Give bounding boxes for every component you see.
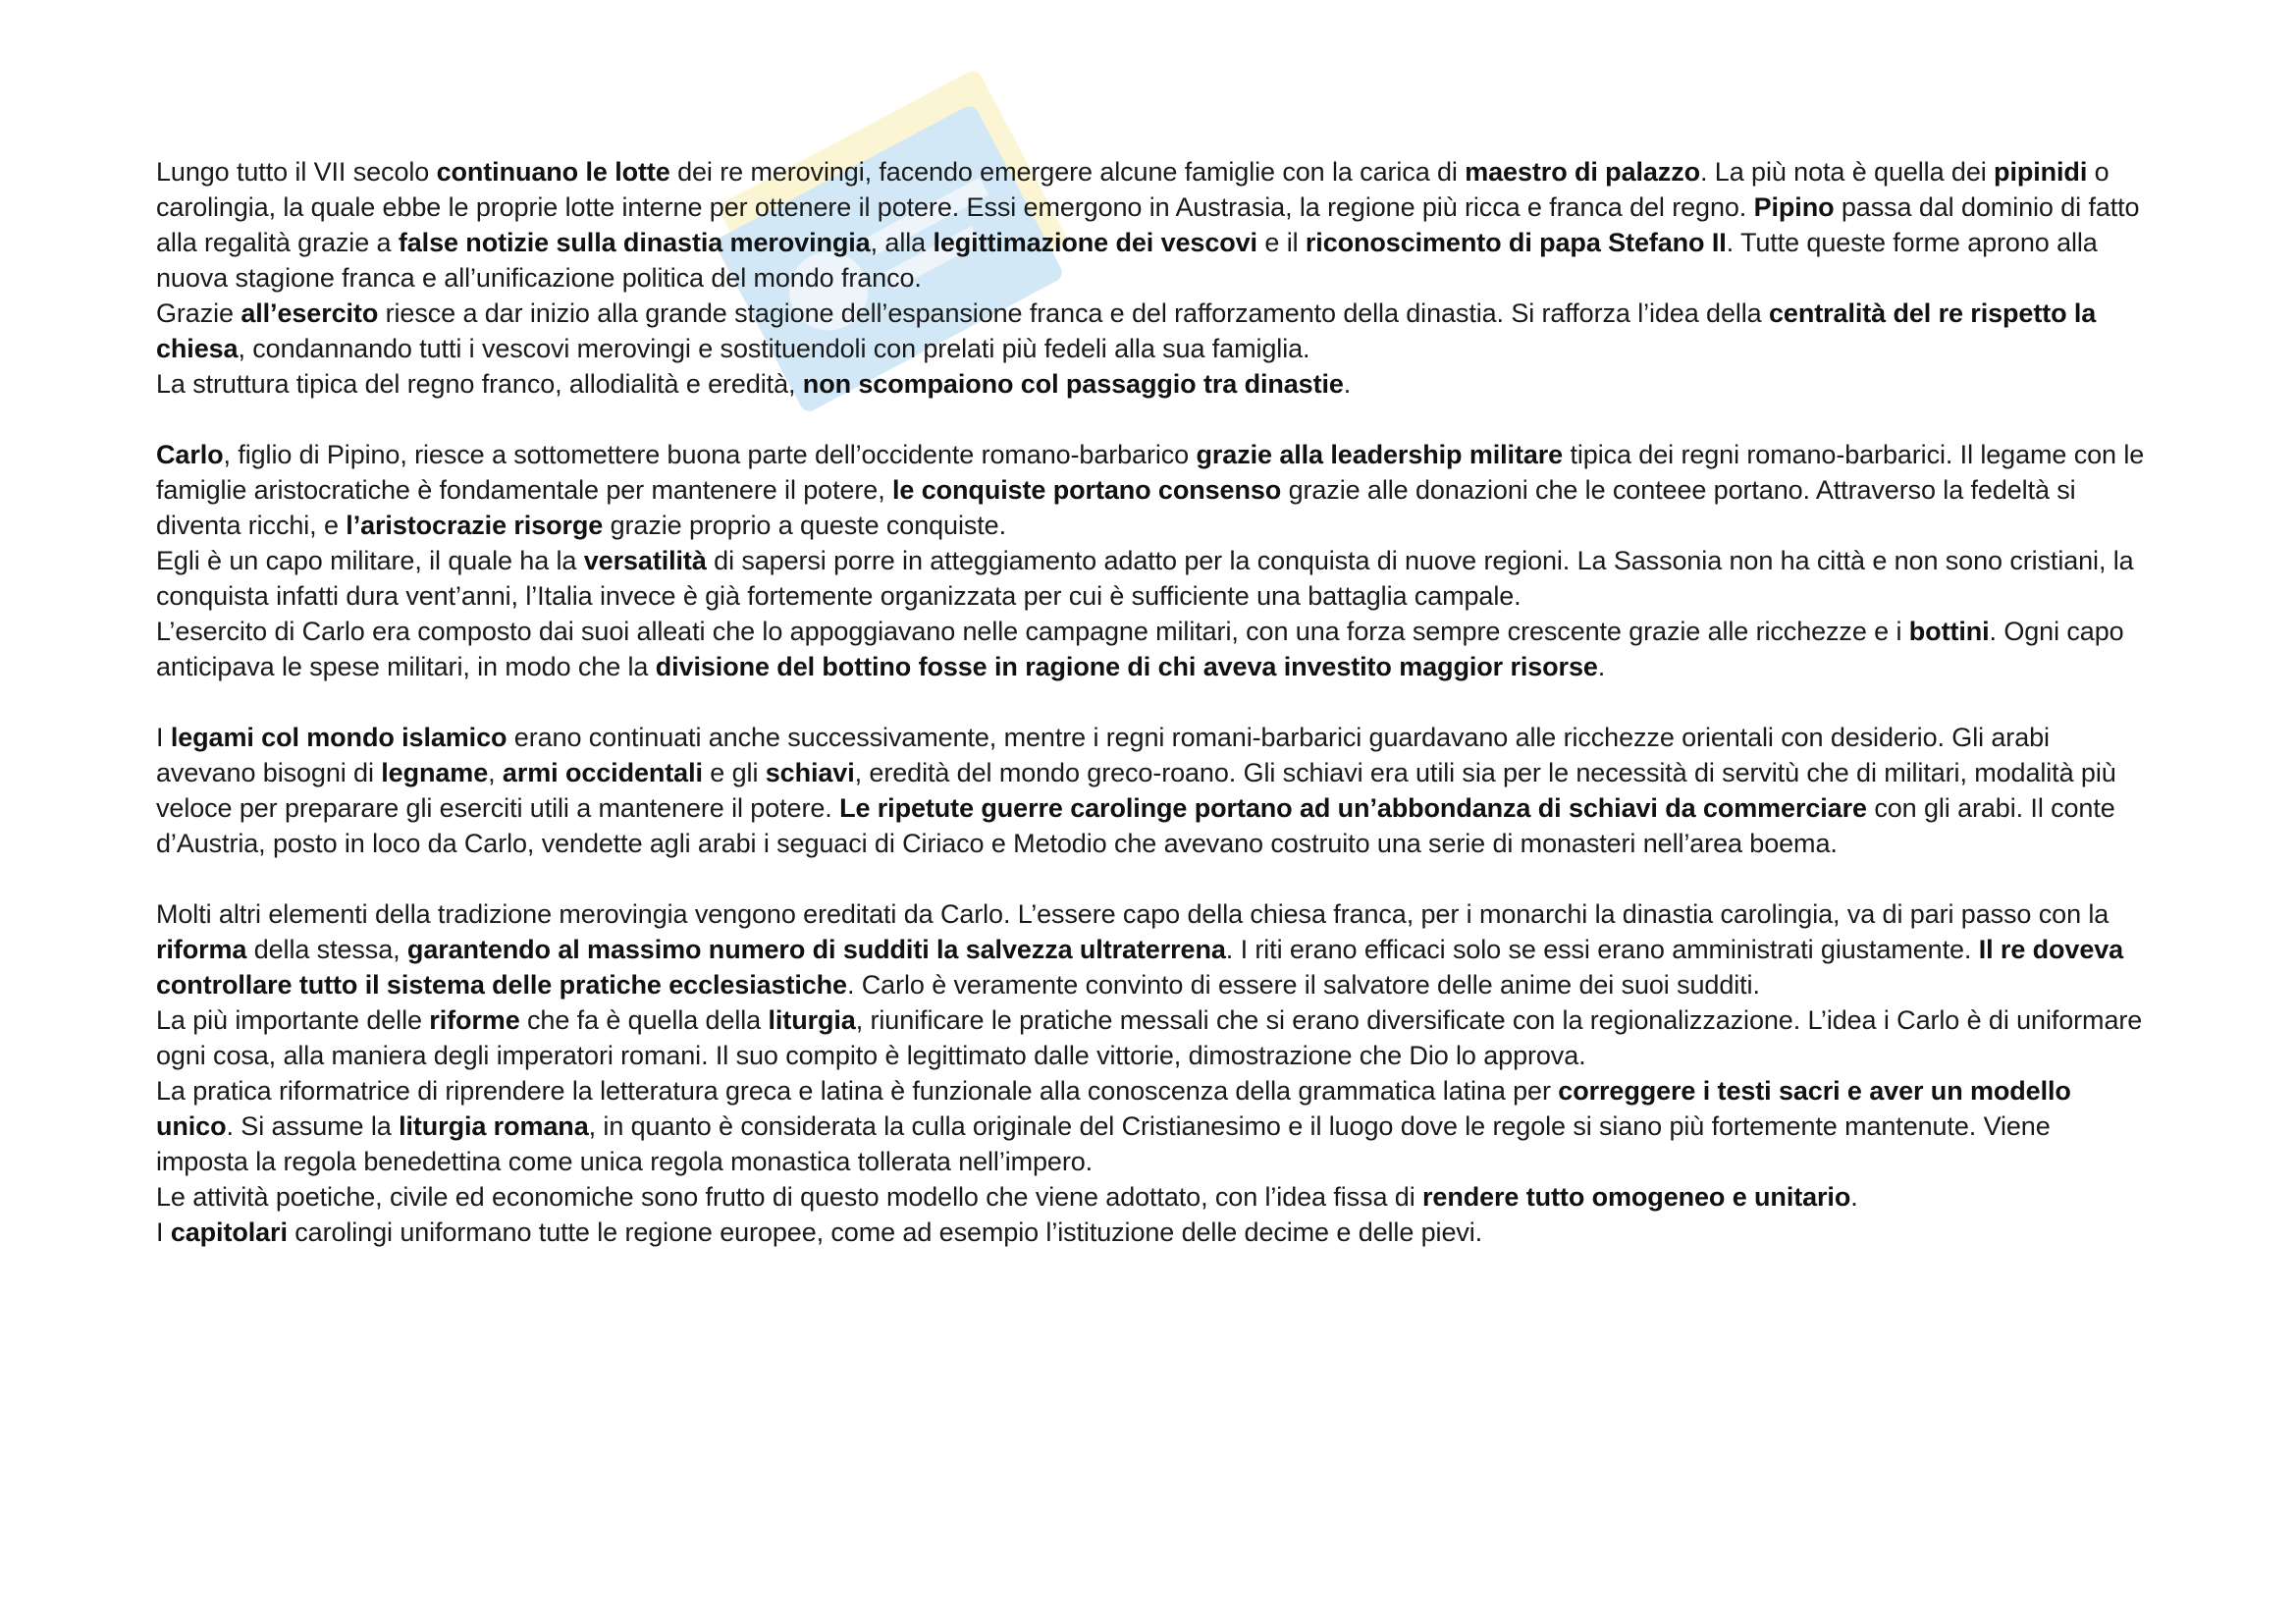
text-segment: Grazie	[156, 298, 241, 328]
text-segment: che fa è quella della	[519, 1005, 769, 1035]
text-line	[156, 1073, 2149, 1179]
text-line	[156, 366, 2149, 402]
bold-phrase: schiavi	[765, 758, 855, 787]
bold-phrase: l’aristocrazie risorge	[346, 511, 604, 540]
text-segment: o carolingia, la quale ebbe le proprie lotte interne per ottenere il potere. Essi emergono in Austrasia, la regione più ricca e franca del regno.	[156, 157, 2109, 222]
bold-phrase: pipinidi	[1994, 157, 2088, 187]
text-segment: Molti altri elementi della tradizione merovingia vengono ereditati da Carlo. L’essere capo della chiesa franca, per i monarchi la dinastia carolingia, va di pari passo con la	[156, 899, 2109, 929]
bold-phrase: all’esercito	[240, 298, 379, 328]
text-segment: I	[156, 1217, 171, 1247]
text-line	[156, 614, 2149, 684]
text-segment: .	[1850, 1182, 1858, 1212]
text-segment: Lungo tutto il VII secolo	[156, 157, 437, 187]
bold-phrase: continuano le lotte	[436, 157, 670, 187]
text-segment: I	[156, 723, 171, 752]
text-line	[156, 720, 2149, 861]
text-segment: . Tutte queste forme aprono alla nuova stagione franca e all’unificazione politica del mondo franco.	[156, 228, 2098, 293]
bold-phrase: armi occidentali	[502, 758, 703, 787]
text-segment: grazie proprio a queste conquiste.	[603, 511, 1006, 540]
text-segment: della stessa,	[246, 935, 407, 964]
text-segment: grazie alle donazioni che le conteee portano. Attraverso la fedeltà si diventa ricchi, e	[156, 475, 2076, 540]
text-segment: L’esercito di Carlo era composto dai suoi alleati che lo appoggiavano nelle campagne militari, con una forza sempre crescente grazie alle ricchezze e i	[156, 617, 1909, 646]
bold-phrase: Carlo	[156, 440, 224, 469]
text-segment: Le attività poetiche, civile ed economiche sono frutto di questo modello che viene adottato, con l’idea fissa di	[156, 1182, 1422, 1212]
bold-phrase: maestro di palazzo	[1465, 157, 1700, 187]
text-segment: . Si assume la	[226, 1111, 400, 1141]
text-segment: e il	[1256, 228, 1306, 257]
bold-phrase: liturgia romana	[399, 1111, 589, 1141]
text-segment: . Ogni capo anticipava le spese militari, in modo che la	[156, 617, 2124, 681]
text-segment: . Carlo è veramente convinto di essere il salvatore delle anime dei suoi sudditi.	[846, 970, 1760, 1000]
text-segment: di sapersi porre in atteggiamento adatto per la conquista di nuove regioni. La Sassonia non ha città e non sono cristiani, la conquista infatti dura vent’anni, l’Italia invece è già fortemente organizzata per cui è sufficiente una battaglia campale.	[156, 546, 2134, 611]
text-line	[156, 896, 2149, 1002]
text-segment: dei re merovingi, facendo emergere alcune famiglie con la carica di	[669, 157, 1466, 187]
text-line	[156, 296, 2149, 366]
bold-phrase: legami col mondo islamico	[170, 723, 507, 752]
paragraph	[156, 437, 2149, 684]
bold-phrase: Le ripetute guerre carolinge portano ad un’abbondanza di schiavi da commerciare	[839, 793, 1867, 823]
bold-phrase: non scompaiono col passaggio tra dinastie	[802, 369, 1344, 399]
text-segment: La più importante delle	[156, 1005, 430, 1035]
document-body	[156, 154, 2149, 1285]
text-segment: La struttura tipica del regno franco, allodialità e eredità,	[156, 369, 803, 399]
bold-phrase: capitolari	[170, 1217, 288, 1247]
text-line	[156, 437, 2149, 543]
bold-phrase: legittimazione dei vescovi	[933, 228, 1257, 257]
text-line	[156, 1179, 2149, 1215]
text-line	[156, 1215, 2149, 1250]
bold-phrase: legname	[381, 758, 489, 787]
text-segment: riesce a dar inizio alla grande stagione dell’espansione franca e del rafforzamento della dinastia. Si rafforza l’idea della	[378, 298, 1769, 328]
bold-phrase: Il re doveva controllare tutto il sistema delle pratiche ecclesiastiche	[156, 935, 2124, 1000]
text-segment: , riunificare le pratiche messali che si erano diversificate con la regionalizzazione. L’idea i Carlo è di uniformare ogni cosa, alla maniera degli imperatori romani. Il suo compito è legittimato dalle vittorie, dimostrazione che Dio lo approva.	[156, 1005, 2143, 1070]
text-segment: . I riti erano efficaci solo se essi erano amministrati giustamente.	[1225, 935, 1979, 964]
text-segment: con gli arabi. Il conte d’Austria, posto in loco da Carlo, vendette agli arabi i seguaci di Ciriaco e Metodio che avevano costruito una serie di monasteri nell’area boema.	[156, 793, 2115, 858]
text-segment: .	[1343, 369, 1352, 399]
text-segment: , eredità del mondo greco-roano. Gli schiavi era utili sia per le necessità di servitù che di militari, modalità più veloce per preparare gli eserciti utili a mantenere il potere.	[156, 758, 2116, 823]
bold-phrase: bottini	[1908, 617, 1990, 646]
paragraph	[156, 154, 2149, 402]
text-segment: , in quanto è considerata la culla originale del Cristianesimo e il luogo dove le regole si siano più fortemente mantenute. Viene imposta la regola benedettina come unica regola monastica tollerata nell’impero.	[156, 1111, 2051, 1176]
bold-phrase: liturgia	[768, 1005, 856, 1035]
text-segment: ,	[488, 758, 503, 787]
bold-phrase: le conquiste portano consenso	[892, 475, 1282, 505]
bold-phrase: correggere i testi sacri e aver un modello unico	[156, 1076, 2071, 1141]
text-line	[156, 543, 2149, 614]
bold-phrase: grazie alla leadership militare	[1196, 440, 1564, 469]
bold-phrase: riforme	[429, 1005, 520, 1035]
bold-phrase: centralità del re rispetto la chiesa	[156, 298, 2097, 363]
text-segment: e gli	[702, 758, 766, 787]
bold-phrase: garantendo al massimo numero di sudditi la salvezza ultraterrena	[406, 935, 1226, 964]
text-segment: erano continuati anche successivamente, mentre i regni romani-barbarici guardavano alle ricchezze orientali con desiderio. Gli arabi avevano bisogni di	[156, 723, 2050, 787]
text-segment: , figlio di Pipino, riesce a sottomettere buona parte dell’occidente romano-barbarico	[223, 440, 1197, 469]
bold-phrase: riforma	[156, 935, 247, 964]
text-segment: carolingi uniformano tutte le regione europee, come ad esempio l’istituzione delle decime e delle pievi.	[287, 1217, 1483, 1247]
text-segment: , condannando tutti i vescovi merovingi e sostituendoli con prelati più fedeli alla sua famiglia.	[238, 334, 1310, 363]
text-segment: .	[1597, 652, 1606, 681]
paragraph	[156, 896, 2149, 1250]
text-segment: passa dal dominio di fatto alla regalità grazie a	[156, 192, 2140, 257]
text-segment: La pratica riformatrice di riprendere la letteratura greca e latina è funzionale alla conoscenza della grammatica latina per	[156, 1076, 1559, 1106]
bold-phrase: false notizie sulla dinastia merovingia	[398, 228, 871, 257]
text-segment: tipica dei regni romano-barbarici. Il legame con le famiglie aristocratiche è fondamentale per mantenere il potere,	[156, 440, 2145, 505]
text-line	[156, 154, 2149, 296]
text-segment: , alla	[870, 228, 934, 257]
paragraph	[156, 720, 2149, 861]
bold-phrase: divisione del bottino fosse in ragione di chi aveva investito maggior risorse	[655, 652, 1598, 681]
text-segment: . La più nota è quella dei	[1700, 157, 1995, 187]
text-segment: Egli è un capo militare, il quale ha la	[156, 546, 584, 575]
text-line	[156, 1002, 2149, 1073]
bold-phrase: versatilità	[583, 546, 707, 575]
bold-phrase: Pipino	[1753, 192, 1835, 222]
bold-phrase: rendere tutto omogeneo e unitario	[1422, 1182, 1851, 1212]
bold-phrase: riconoscimento di papa Stefano II	[1305, 228, 1727, 257]
